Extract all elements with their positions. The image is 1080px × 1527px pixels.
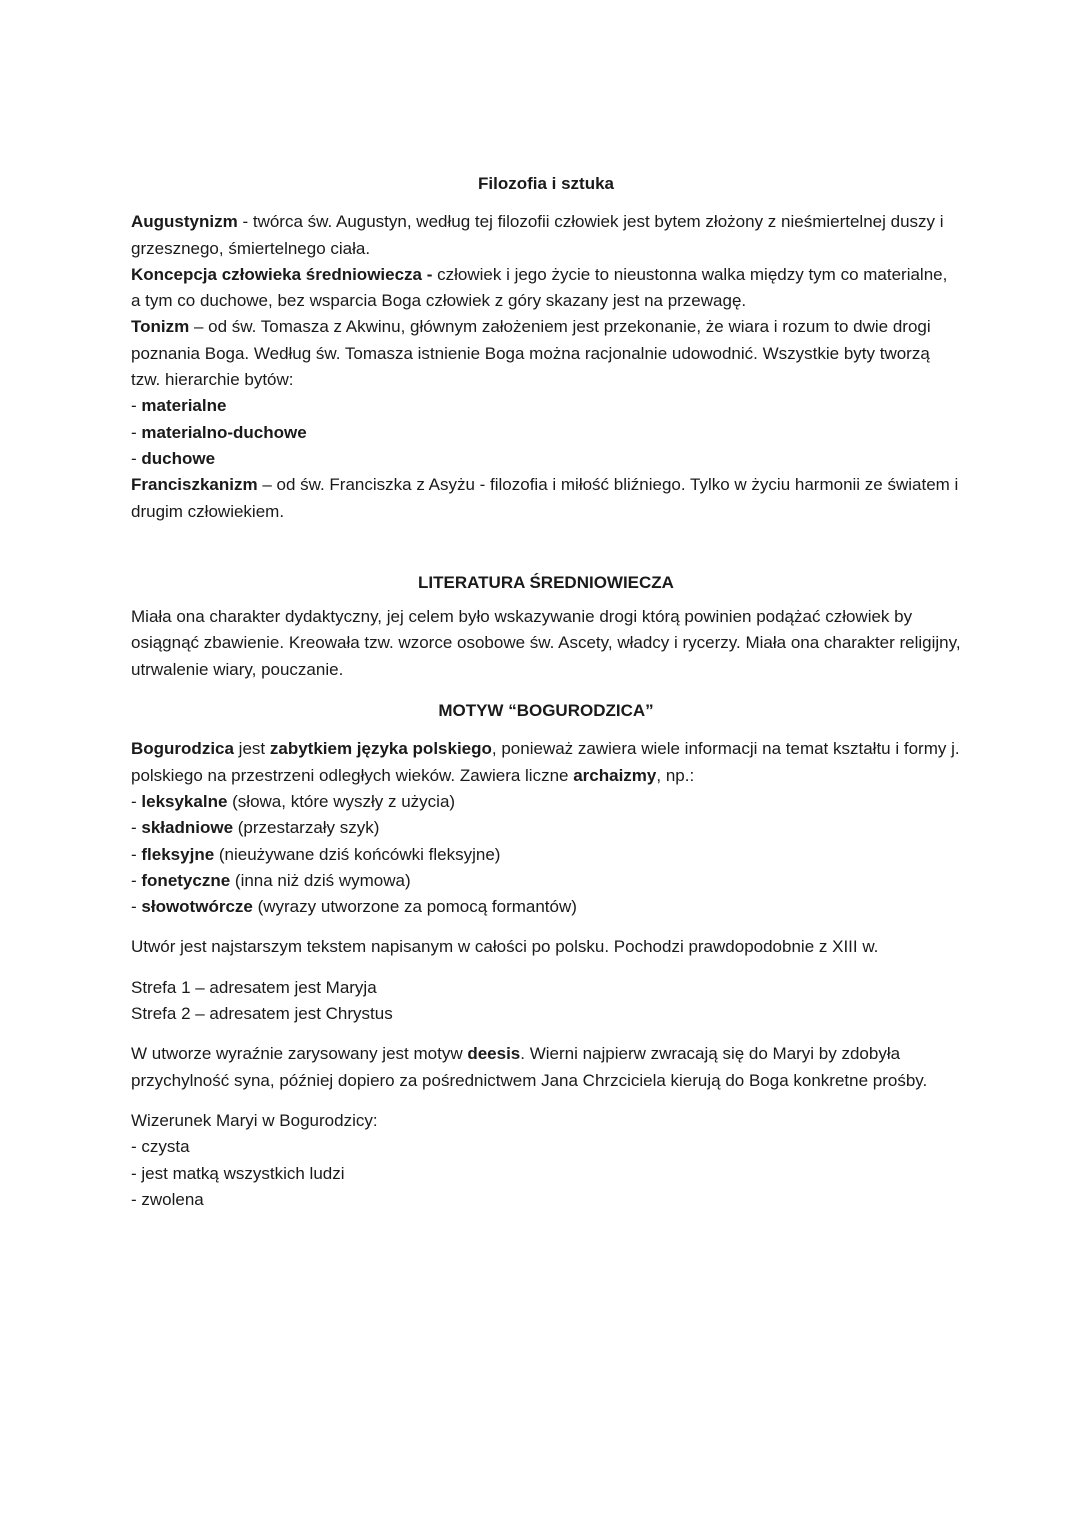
strefa-line: Strefa 2 – adresatem jest Chrystus [131, 1004, 393, 1024]
term-koncepcja: Koncepcja człowieka średniowiecza - [131, 264, 433, 284]
term-augustynizm: Augustynizm [131, 212, 238, 232]
paragraph-franciszkanizm: Franciszkanizm – od św. Franciszka z Asyżu - filozofia i miłość bliźniego. Tylko w życiu harmonii ze światem i drugim człowiekiem. [131, 475, 959, 521]
strefy-block [131, 975, 961, 1028]
list-item-hierarchy: - materialne [131, 396, 227, 416]
strefa-line: Strefa 1 – adresatem jest Maryja [131, 977, 377, 997]
list-item-archaism: - leksykalne (słowa, które wyszły z użycia) [131, 791, 456, 811]
section-title-literatura: LITERATURA ŚREDNIOWIECZA [418, 572, 674, 592]
list-item-archaism: - składniowe (przestarzały szyk) [131, 818, 380, 838]
list-item-hierarchy: - materialno-duchowe [131, 422, 307, 442]
paragraph-augustynizm: Augustynizm - twórca św. Augustyn, według tej filozofii człowiek jest bytem złożony z nieśmiertelnej duszy i grzesznego, śmiertelnego ciała. [131, 212, 944, 258]
paragraph-deesis: W utworze wyraźnie zarysowany jest motyw deesis. Wierni najpierw zwracają się do Maryi by zdobyła przychylność syna, później dopiero za pośrednictwem Jana Chrzciciela kierują do Boga konkretne prośby. [131, 1044, 928, 1090]
list-item-archaism: - fonetyczne (inna niż dziś wymowa) [131, 870, 411, 890]
paragraph-koncepcja: Koncepcja człowieka średniowiecza - człowiek i jego życie to nieustonna walka między tym co materialne, a tym co duchowe, bez wsparcia Boga człowiek z góry skazany jest na przewagę. [131, 264, 948, 311]
wizerunek-title: Wizerunek Maryi w Bogurodzicy: [131, 1110, 378, 1130]
paragraph-bogurodzica-intro: Bogurodzica jest zabytkiem języka polskiego, ponieważ zawiera wiele informacji na temat kształtu i formy j. polskiego na przestrzeni odległych wieków. Zawiera liczne archaizmy, np.: [131, 739, 960, 785]
paragraph-tonizm: Tonizm – od św. Tomasza z Akwinu, głównym założeniem jest przekonanie, że wiara i rozum to dwie drogi poznania Boga. Według św. Tomasza istnienie Boga można racjonalnie udowodnić. Wszystkie byty tworzą tzw. hierarchie bytów: [131, 317, 931, 390]
paragraph-literatura: Miała ona charakter dydaktyczny, jej celem było wskazywanie drogi którą powinien podążać człowiek by osiągnąć zbawienie. Kreowała tzw. wzorce osobowe św. Ascety, władcy i rycerzy. Miała ona charakter religijny, utrwalenie wiary, pouczanie. [131, 607, 961, 679]
list-item-wizerunek: - zwolena [131, 1189, 204, 1209]
section-title-filozofia: Filozofia i sztuka [477, 174, 615, 193]
term-tonizm: Tonizm [131, 317, 190, 337]
document-content [131, 171, 961, 1213]
term-franciszkanizm: Franciszkanizm [131, 475, 258, 495]
list-item-wizerunek: - jest matką wszystkich ludzi [131, 1163, 345, 1183]
list-item-wizerunek: - czysta [131, 1137, 190, 1157]
paragraph-origin: Utwór jest najstarszym tekstem napisanym w całości po polsku. Pochodzi prawdopodobnie z XIII w. [131, 937, 879, 957]
list-item-archaism: - słowotwórcze (wyrazy utworzone za pomocą formantów) [131, 897, 577, 917]
list-item-hierarchy: - duchowe [131, 448, 216, 468]
list-item-archaism: - fleksyjne (nieużywane dziś końcówki fleksyjne) [131, 844, 501, 864]
section-title-bogurodzica: MOTYW “BOGURODZICA” [438, 701, 654, 721]
